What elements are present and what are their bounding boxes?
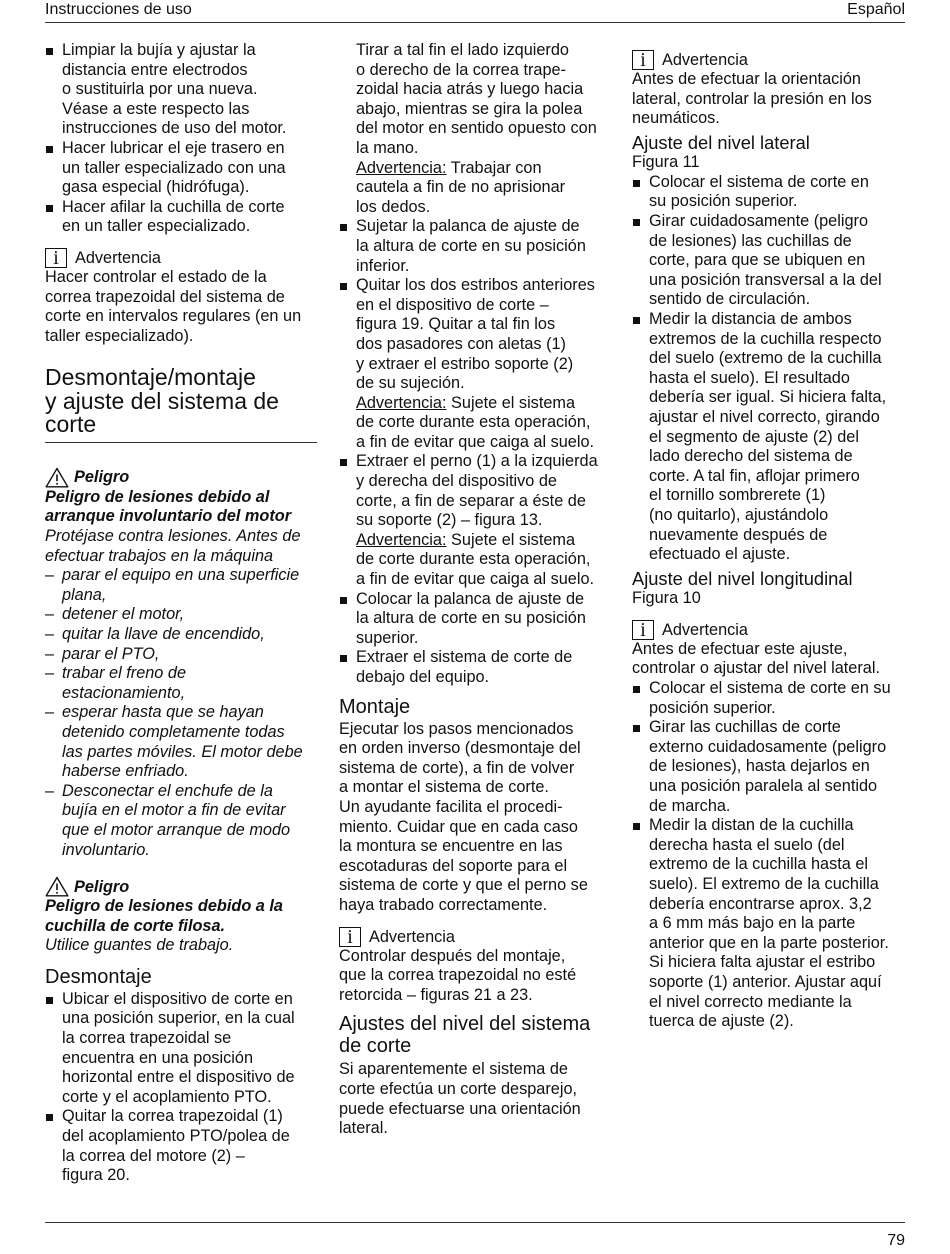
note-text: Antes de efectuar este ajuste, controlar o ajustar del nivel lateral. bbox=[632, 639, 880, 678]
lateral-heading: Ajuste del nivel lateral bbox=[632, 131, 810, 153]
continued-note bbox=[339, 159, 611, 218]
lateral-figure-ref: Figura 11 bbox=[632, 153, 700, 172]
maintenance-bullets bbox=[45, 41, 317, 237]
list-item: Hacer afilar la cuchilla de corte en un taller especializado. bbox=[45, 198, 317, 237]
list-item: Limpiar la bujía y ajustar la distancia entre electrodos o sustituirla por una nueva. Véase a este respecto las instrucciones de uso del motor. bbox=[45, 41, 317, 139]
note-heading bbox=[339, 924, 611, 947]
list-item: Girar las cuchillas de corte externo cuidadosamente (peligro de lesiones), hasta dejarlos en una posición paralela al sentido de marcha. bbox=[632, 718, 904, 816]
montaje-text: Ejecutar los pasos mencionados en orden inverso (desmontaje del sistema de corte), a fin de volver a montar el sistema de corte. Un ayudante facilita el procedi- miento. Cuidar que en cada caso la montura se encuentre en las escotaduras del soporte para el sistema de corte y que el perno se haya trabado correctamente. bbox=[339, 719, 588, 914]
list-item: Quitar la correa trapezoidal (1) del acoplamiento PTO/polea de la correa del motore (2) – figura 20. bbox=[45, 1107, 317, 1185]
note-heading bbox=[632, 617, 904, 640]
info-icon bbox=[339, 927, 361, 947]
list-item: – parar el equipo en una superficie plana, bbox=[45, 566, 317, 605]
list-item: Sujetar la palanca de ajuste de la altura de corte en su posición inferior. bbox=[339, 217, 611, 276]
note-inline-label: Advertencia: bbox=[356, 158, 447, 177]
note-label: Advertencia bbox=[662, 51, 748, 69]
info-icon bbox=[632, 620, 654, 640]
page-header bbox=[45, 0, 905, 23]
danger-checklist bbox=[45, 566, 317, 860]
header-language: Español bbox=[847, 1, 905, 18]
column-2 bbox=[339, 41, 611, 1139]
danger-title: Peligro de lesiones debido al arranque involuntario del motor bbox=[45, 487, 292, 526]
list-item: – esperar hasta que se hayan detenido completamente todas las partes móviles. El motor debe haberse enfriado. bbox=[45, 703, 317, 781]
note-inline-text: Trabajar con bbox=[446, 158, 542, 177]
note-text: Controlar después del montaje, que la correa trapezoidal no esté retorcida – figuras 21 a 23. bbox=[339, 946, 577, 1004]
ajustes-heading: Ajustes del nivel del sistema de corte bbox=[339, 1013, 591, 1058]
danger-heading bbox=[45, 874, 317, 897]
continued-text: Tirar a tal fin el lado izquierdo o derecho de la correa trape- zoidal hacia atrás y luego hacia abajo, mientras se gira la polea del motor en sentido opuesto con la mano. bbox=[356, 41, 597, 157]
list-item: Colocar el sistema de corte en su posición superior. bbox=[632, 679, 904, 718]
warning-triangle-icon bbox=[45, 467, 69, 488]
danger-heading bbox=[45, 465, 317, 488]
page-number: 79 bbox=[887, 1232, 905, 1249]
longitudinal-figure-ref: Figura 10 bbox=[632, 589, 701, 608]
lateral-bullets bbox=[632, 173, 904, 565]
list-item: Quitar los dos estribos anteriores en el dispositivo de corte – figura 19. Quitar a tal fin los dos pasadores con aletas (1) y extraer el estribo soporte (2) de su sujeción. Advertencia: Sujete el sistema de corte durante esta operación, a fin de evitar que caiga al suelo. bbox=[339, 276, 611, 452]
list-item: – quitar la llave de encendido, bbox=[45, 625, 317, 645]
note-heading bbox=[45, 245, 317, 268]
danger-text: Utilice guantes de trabajo. bbox=[45, 936, 234, 955]
info-icon bbox=[45, 248, 67, 268]
note-label: Advertencia bbox=[75, 248, 161, 267]
list-item: Medir la distan de la cuchilla derecha hasta el suelo (del extremo de la cuchilla hasta el suelo). El extremo de la cuchilla debería encontrarse aprox. 3,2 a 6 mm más bajo en la parte anterior que en la parte posterior. Si hiciera falta ajustar el estribo soporte (1) anterior. Ajustar aquí el nivel correcto mediante la tuerca de ajuste (2). bbox=[632, 816, 904, 1032]
note-label: Advertencia bbox=[662, 620, 748, 639]
list-item: Ubicar el dispositivo de corte en una posición superior, en la cual la correa trapezoidal se encuentra en una posición horizontal entre el dispositivo de corte y el acoplamiento PTO. bbox=[45, 990, 317, 1108]
column-1 bbox=[45, 41, 317, 1186]
note-text: Antes de efectuar la orientación lateral, controlar la presión en los neumáticos. bbox=[632, 70, 872, 128]
danger-label: Peligro bbox=[74, 877, 130, 896]
ajustes-text: Si aparentemente el sistema de corte efectúa un corte desparejo, puede efectuarse una orientación lateral. bbox=[339, 1060, 581, 1138]
danger-label: Peligro bbox=[74, 468, 130, 487]
longitudinal-bullets bbox=[632, 679, 904, 1032]
danger-title: Peligro de lesiones debido a la cuchilla de corte filosa. bbox=[45, 897, 283, 935]
note-heading bbox=[632, 47, 904, 70]
list-item: Girar cuidadosamente (peligro de lesiones) las cuchillas de corte, para que se ubiquen en una posición transversal a la del sentido de circulación. bbox=[632, 212, 904, 310]
section-title: Desmontaje/montaje y ajuste del sistema de corte bbox=[45, 366, 317, 443]
list-item: Extraer el sistema de corte de debajo del equipo. bbox=[339, 648, 611, 687]
list-item: – parar el PTO, bbox=[45, 645, 317, 665]
danger-intro: Protéjase contra lesiones. Antes de efectuar trabajos en la máquina bbox=[45, 527, 301, 565]
footer-rule bbox=[45, 1222, 905, 1223]
list-item: Medir la distancia de ambos extremos de la cuchilla respecto del suelo (extremo de la cuchilla hasta el suelo). El resultado debería ser igual. Si hiciera falta, ajustar el nivel correcto, girando el segmento de ajuste (2) del lado derecho del sistema de corte. A tal fin, aflojar primero el tornillo sombrerete (1) (no quitarlo), ajustándolo nuevamente después de efectuado el ajuste. bbox=[632, 310, 904, 565]
list-item: Hacer lubricar el eje trasero en un taller especializado con una gasa especial (hidrófuga). bbox=[45, 139, 317, 198]
desmontaje-heading: Desmontaje bbox=[45, 965, 152, 988]
list-item: Extraer el perno (1) a la izquierda y derecha del dispositivo de corte, a fin de separar a éste de su soporte (2) – figura 13. Advertencia: Sujete el sistema de corte durante esta operación, a fin de evitar que caiga al suelo. bbox=[339, 452, 611, 589]
list-item: – Desconectar el enchufe de la bujía en el motor a fin de evitar que el motor arranque de modo involuntario. bbox=[45, 782, 317, 860]
note-inline-rest: cautela a fin de no aprisionar los dedos. bbox=[356, 178, 566, 216]
column-3 bbox=[632, 41, 904, 1032]
removal-bullets bbox=[339, 217, 611, 687]
list-item: – trabar el freno de estacionamiento, bbox=[45, 664, 317, 703]
info-icon bbox=[632, 50, 654, 70]
list-item: – detener el motor, bbox=[45, 605, 317, 625]
warning-triangle-icon bbox=[45, 876, 69, 897]
note-label: Advertencia bbox=[369, 927, 455, 946]
list-item: Colocar la palanca de ajuste de la altura de corte en su posición superior. bbox=[339, 590, 611, 649]
header-title: Instrucciones de uso bbox=[45, 1, 192, 18]
list-item: Colocar el sistema de corte en su posición superior. bbox=[632, 173, 904, 212]
note-text: Hacer controlar el estado de la correa trapezoidal del sistema de corte en intervalos regulares (en un taller especializado). bbox=[45, 267, 302, 345]
montaje-heading: Montaje bbox=[339, 695, 411, 718]
desmontaje-bullets bbox=[45, 990, 317, 1186]
longitudinal-heading: Ajuste del nivel longitudinal bbox=[632, 567, 853, 589]
